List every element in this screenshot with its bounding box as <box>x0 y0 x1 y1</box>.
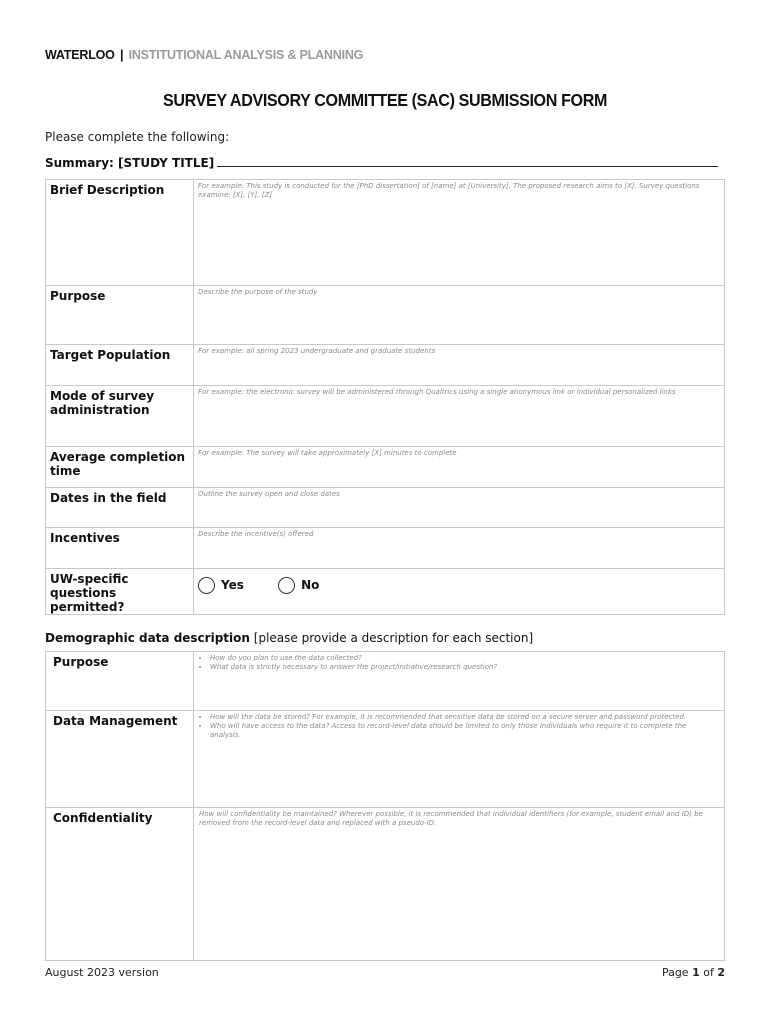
brand-name: WATERLOO <box>45 48 115 62</box>
brief-description-label: Brief Description <box>46 180 194 286</box>
demographic-table <box>45 651 725 961</box>
dates-in-field-field[interactable]: Outline the survey open and close dates <box>194 488 725 528</box>
purpose-label: Purpose <box>46 286 194 345</box>
page-of: of <box>703 966 714 979</box>
dates-in-field-label: Dates in the field <box>46 488 194 528</box>
uw-questions-label: UW-specific questions permitted? <box>46 569 194 615</box>
mode-of-administration-label: Mode of survey administration <box>46 386 194 447</box>
purpose-field[interactable]: Describe the purpose of the study <box>194 286 725 345</box>
mode-of-administration-field[interactable]: For example: the electronic survey will be administered through Qualtrics using a single anonymous link or individual personalized links <box>194 386 725 447</box>
summary-line <box>45 156 717 170</box>
uw-questions-options <box>194 569 725 615</box>
confidentiality-field[interactable]: How will confidentiality be maintained? Wherever possible, it is recommended that individual identifiers (for example, student email and ID) be removed from the record-level data and replaced with a pseudo-ID. <box>194 808 725 961</box>
demographic-heading <box>45 631 533 645</box>
radio-circle-icon[interactable] <box>278 577 295 594</box>
radio-yes-label: Yes <box>221 578 244 592</box>
completion-time-label: Average completion time <box>46 447 194 488</box>
department-name: INSTITUTIONAL ANALYSIS & PLANNING <box>128 48 364 62</box>
radio-circle-icon[interactable] <box>198 577 215 594</box>
intro-text: Please complete the following: <box>45 130 230 144</box>
radio-yes[interactable] <box>198 577 244 594</box>
brief-description-field[interactable]: For example: This study is conducted for the [PhD dissertation] of [name] at [University]. The proposed research aims to [X]. Survey questions examine: [X], [Y], [Z] <box>194 180 725 286</box>
completion-time-field[interactable]: For example: The survey will take approximately [X] minutes to complete <box>194 447 725 488</box>
demo-purpose-field[interactable] <box>194 652 725 711</box>
page-current: 1 <box>692 966 700 979</box>
version-footer: August 2023 version <box>45 966 159 979</box>
target-population-label: Target Population <box>46 345 194 386</box>
incentives-label: Incentives <box>46 528 194 569</box>
institution-header <box>45 48 363 62</box>
page-total: 2 <box>717 966 725 979</box>
list-item: • How will the data be stored? For example, it is recommended that sensitive data be stored on a secure server and password protected. <box>210 713 719 722</box>
target-population-field[interactable]: For example: all spring 2023 undergraduate and graduate students <box>194 345 725 386</box>
submission-table <box>45 179 725 615</box>
demographic-note: [please provide a description for each section] <box>253 631 534 645</box>
confidentiality-label: Confidentiality <box>46 808 194 961</box>
list-item: • What data is strictly necessary to answer the project/initiative/research question? <box>210 663 719 672</box>
list-item: • Who will have access to the data? Access to record-level data should be limited to only those individuals who require it to complete the analysis. <box>210 722 719 740</box>
demographic-title: Demographic data description <box>45 631 250 645</box>
incentives-field[interactable]: Describe the incentive(s) offered <box>194 528 725 569</box>
list-item: • How do you plan to use the data collected? <box>210 654 719 663</box>
study-title-field[interactable] <box>217 157 718 167</box>
header-separator: | <box>119 48 124 62</box>
radio-no[interactable] <box>278 577 319 594</box>
data-management-label: Data Management <box>46 711 194 808</box>
form-title: SURVEY ADVISORY COMMITTEE (SAC) SUBMISSION FORM <box>163 90 607 110</box>
page-number <box>662 966 725 979</box>
summary-label: Summary: [STUDY TITLE] <box>45 156 215 170</box>
demo-purpose-label: Purpose <box>46 652 194 711</box>
radio-no-label: No <box>301 578 320 592</box>
page-word: Page <box>661 966 689 979</box>
data-management-field[interactable] <box>194 711 725 808</box>
